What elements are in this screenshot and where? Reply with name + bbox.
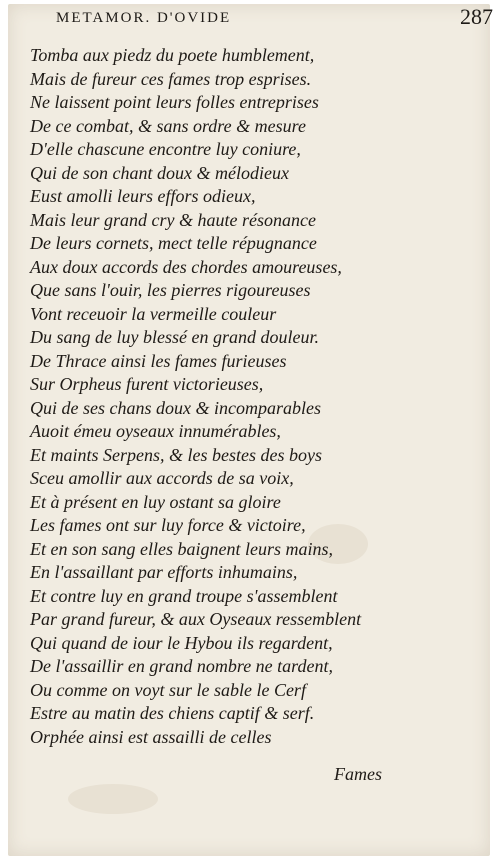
verse-line: De leurs cornets, mect telle répugnance: [30, 233, 317, 253]
verse-line: De l'assaillir en grand nombre ne tardent,: [30, 656, 333, 676]
verse-line: Mais de fureur ces fames trop esprises.: [30, 68, 312, 89]
verse-line: Orphée ainsi est assailli de celles: [30, 726, 272, 747]
verse-list: [30, 44, 450, 749]
verse-line: Et contre luy en grand troupe s'assemblent: [30, 585, 338, 606]
verse-line: Du sang de luy blessé en grand douleur.: [30, 327, 319, 347]
verse-line: Mais leur grand cry & haute résonance: [30, 209, 316, 230]
verse-line: De ce combat, & sans ordre & mesure: [30, 115, 306, 136]
paper-stain: [68, 784, 158, 814]
verse-line: Et maints Serpens, & les bestes des boys: [30, 444, 322, 465]
running-title: METAMOR. D'OVIDE: [56, 10, 232, 26]
verse-line: Sceu amollir aux accords de sa voix,: [30, 468, 294, 488]
verse-line: Qui de son chant doux & mélodieux: [30, 162, 289, 183]
verse-line: Et en son sang elles baignent leurs mains,: [30, 538, 333, 559]
verse-line: Tomba aux piedz du poete humblement,: [30, 45, 315, 65]
verse-line: Estre au matin des chiens captif & serf.: [30, 703, 315, 723]
verse-line: Que sans l'ouir, les pierres rigoureuses: [30, 280, 311, 300]
verse-line: Ou comme on voyt sur le sable le Cerf: [30, 679, 306, 700]
verse-line: Auoit émeu oyseaux innumérables,: [30, 421, 281, 441]
verse-line: Eust amolli leurs effors odieux,: [30, 186, 256, 206]
verse-line: Par grand fureur, & aux Oyseaux ressemblent: [30, 609, 362, 629]
verse-line: Qui quand de iour le Hybou ils regardent,: [30, 632, 333, 653]
verse-line: Les fames ont sur luy force & victoire,: [30, 515, 306, 535]
verse-line: Ne laissent point leurs folles entreprises: [30, 92, 319, 112]
book-page: [8, 4, 493, 856]
verse-line: En l'assaillant par efforts inhumains,: [30, 562, 298, 582]
catchword: Fames: [334, 764, 382, 784]
verse-line: De Thrace ainsi les fames furieuses: [30, 350, 287, 371]
verse-line: Et à présent en luy ostant sa gloire: [30, 491, 281, 512]
verse-line: Sur Orpheus furent victorieuses,: [30, 374, 264, 394]
verse-line: Qui de ses chans doux & incomparables: [30, 397, 321, 418]
verse-line: Aux doux accords des chordes amoureuses,: [30, 256, 342, 277]
page-number: 287: [460, 4, 493, 29]
verse-line: D'elle chascune encontre luy coniure,: [30, 139, 301, 159]
verse-line: Vont receuoir la vermeille couleur: [30, 303, 277, 324]
